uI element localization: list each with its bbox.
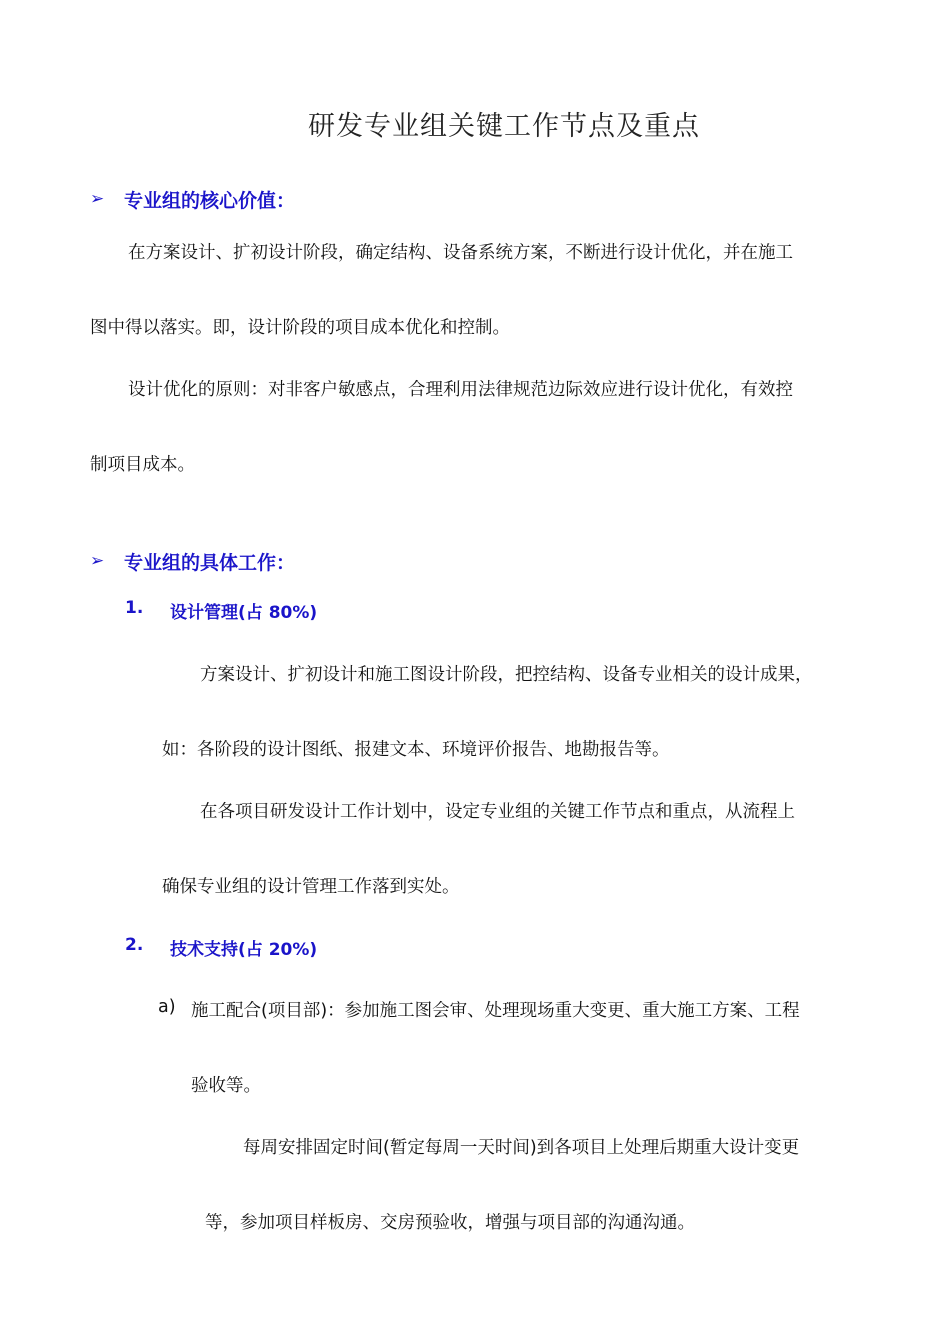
subsection-heading: 技术支持(占 20%) [170, 940, 318, 960]
section-heading: 专业组的核心价值： [124, 190, 296, 212]
paragraph-line: 图中得以落实。即，设计阶段的项目成本优化和控制。 [90, 318, 510, 338]
list-number: 1. [125, 598, 144, 618]
paragraph-line: 等，参加项目样板房、交房预验收，增强与项目部的沟通沟通。 [205, 1213, 695, 1233]
arrow-bullet-icon: ➢ [90, 551, 105, 571]
paragraph-line: 方案设计、扩初设计和施工图设计阶段，把控结构、设备专业相关的设计成果， [200, 665, 813, 685]
page-title: 研发专业组关键工作节点及重点 [308, 111, 700, 142]
paragraph-line: 如：各阶段的设计图纸、报建文本、环境评价报告、地勘报告等。 [162, 740, 670, 760]
paragraph-line: 设计优化的原则：对非客户敏感点，合理利用法律规范边际效应进行设计优化，有效控 [128, 380, 793, 400]
section-heading: 专业组的具体工作： [124, 552, 296, 574]
paragraph-line: 施工配合(项目部)：参加施工图会审、处理现场重大变更、重大施工方案、工程 [191, 1001, 800, 1021]
paragraph-line: 确保专业组的设计管理工作落到实处。 [162, 877, 460, 897]
paragraph-line: 制项目成本。 [90, 455, 195, 475]
paragraph-line: 每周安排固定时间(暂定每周一天时间)到各项目上处理后期重大设计变更 [243, 1138, 800, 1158]
subsection-heading: 设计管理(占 80%) [170, 603, 318, 623]
arrow-bullet-icon: ➢ [90, 189, 105, 209]
paragraph-line: 验收等。 [191, 1076, 261, 1096]
list-marker: a) [158, 997, 176, 1017]
paragraph-line: 在各项目研发设计工作计划中，设定专业组的关键工作节点和重点，从流程上 [200, 802, 795, 822]
list-number: 2. [125, 935, 144, 955]
paragraph-line: 在方案设计、扩初设计阶段，确定结构、设备系统方案，不断进行设计优化，并在施工 [128, 243, 793, 263]
